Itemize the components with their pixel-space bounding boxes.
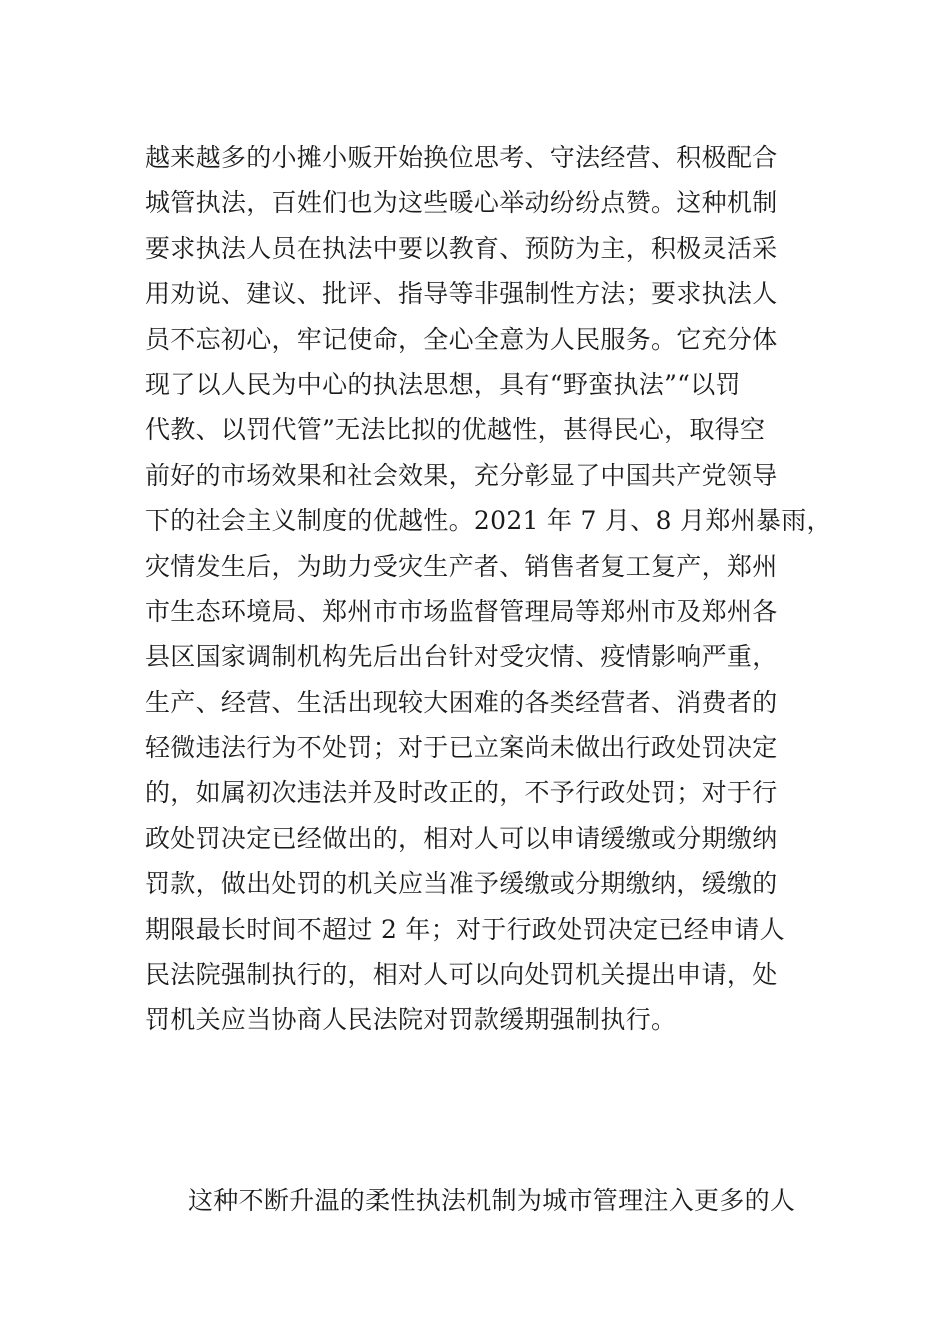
text-line: 市生态环境局、郑州市市场监督管理局等郑州市及郑州各 (145, 596, 778, 626)
text-line: 县区国家调制机构先后出台针对受灾情、疫情影响严重， (145, 642, 778, 672)
text-line: 前好的市场效果和社会效果，充分彰显了中国共产党领导 (145, 460, 778, 490)
text-line: 代教、以罚代管”无法比拟的优越性，甚得民心，取得空 (145, 415, 766, 445)
text-line: 罚款，做出处罚的机关应当准予缓缴或分期缴纳，缓缴的 (145, 869, 778, 899)
text-line: 生产、经营、生活出现较大困难的各类经营者、消费者的 (145, 687, 778, 717)
text-line: 政处罚决定已经做出的，相对人可以申请缓缴或分期缴纳 (145, 823, 778, 853)
text-line: 城管执法，百姓们也为这些暖心举动纷纷点赞。这种机制 (145, 188, 778, 218)
text-line: 民法院强制执行的，相对人可以向处罚机关提出申请，处 (145, 960, 778, 990)
text-line: 越来越多的小摊小贩开始换位思考、守法经营、积极配合 (145, 143, 778, 172)
text-line: 轻微违法行为不处罚；对于已立案尚未做出行政处罚决定 (145, 733, 778, 763)
text-line: 灾情发生后，为助力受灾生产者、销售者复工复产，郑州 (145, 551, 778, 581)
paragraph-1 (145, 135, 835, 1043)
text-line: 要求执法人员在执法中要以教育、预防为主，积极灵活采 (145, 233, 778, 263)
text-line: 员不忘初心，牢记使命，全心全意为人民服务。它充分体 (145, 324, 778, 354)
text-line: 下的社会主义制度的优越性。2021 年 7 月、8 月郑州暴雨， (145, 506, 832, 536)
paragraph-2 (188, 1178, 838, 1223)
text-line: 罚机关应当协商人民法院对罚款缓期强制执行。 (145, 1005, 677, 1035)
text-line: 期限最长时间不超过 2 年；对于行政处罚决定已经申请人 (145, 914, 785, 944)
text-line: 用劝说、建议、批评、指导等非强制性方法；要求执法人 (145, 279, 778, 309)
text-line: 的，如属初次违法并及时改正的，不予行政处罚；对于行 (145, 778, 778, 808)
text-line: 这种不断升温的柔性执法机制为城市管理注入更多的人 (188, 1186, 796, 1215)
text-line: 现了以人民为中心的执法思想，具有“野蛮执法”“以罚 (145, 369, 741, 399)
